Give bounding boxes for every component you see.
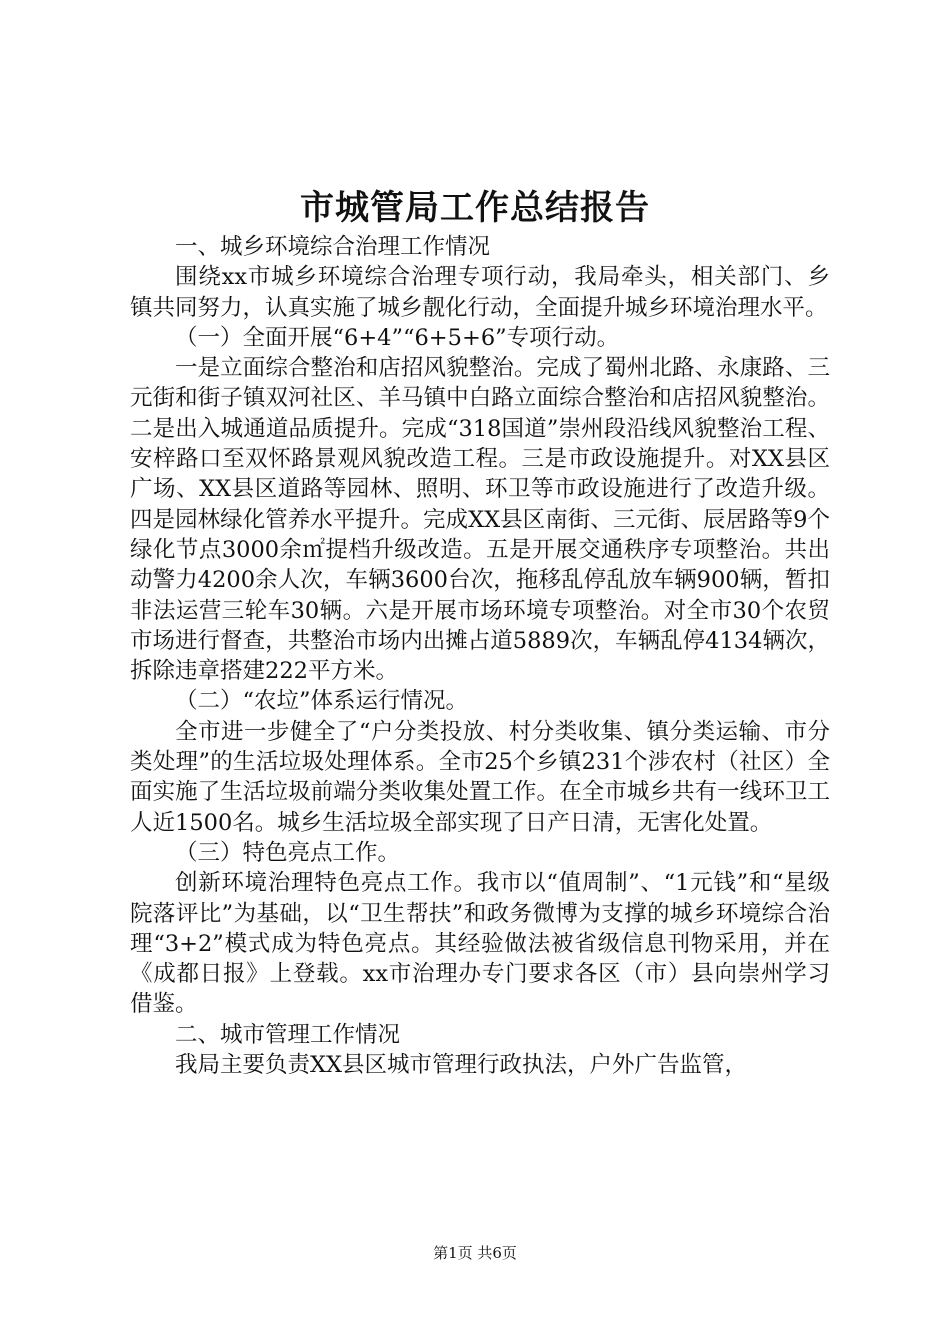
body-paragraph: 创新环境治理特色亮点工作。我市以“值周制”、“1元钱”和“星级院落评比”为基础，以“卫生帮扶”和政务微博为支撑的城乡环境综合治理“3+2”模式成为特色亮点。其经验做法被省级信息刊物采用，并在《成都日报》上登载。xx市治理办专门要求各区（市）县向崇州学习借鉴。 [130,870,830,1018]
section-heading: 二、城市管理工作情况 [175,1021,401,1048]
subsection-heading: （三）特色亮点工作。 [175,839,401,866]
body-paragraph: 围绕xx市城乡环境综合治理专项行动，我局牵头，相关部门、乡镇共同努力，认真实施了城乡靓化行动，全面提升城乡环境治理水平。 [130,264,830,321]
section-heading: 一、城乡环境综合治理工作情况 [175,234,491,260]
page-footer: 第1页 共6页 [433,1244,517,1262]
subsection-heading: （一）全面开展“6+4”“6+5+6”专项行动。 [175,324,620,351]
body-paragraph: 我局主要负责XX县区城市管理行政执法，户外广告监管， [175,1052,748,1079]
body-paragraph: 全市进一步健全了“户分类投放、村分类收集、镇分类运输、市分类处理”的生活垃圾处理体系。全市25个乡镇231个涉农村（社区）全面实施了生活垃圾前端分类收集处置工作。在全市城乡共有一线环卫工人近1500名。城乡生活垃圾全部实现了日产日清，无害化处置。 [130,718,830,836]
document-title: 市城管局工作总结报告 [300,188,650,228]
body-paragraph: 一是立面综合整治和店招风貌整治。完成了蜀州北路、永康路、三元街和街子镇双河社区、羊马镇中白路立面综合整治和店招风貌整治。二是出入城通道品质提升。完成“318国道”崇州段沿线风貌整治工程、安梓路口至双怀路景观风貌改造工程。三是市政设施提升。对XX县区广场、XX县区道路等园林、照明、环卫等市政设施进行了改造升级。四是园林绿化管养水平提升。完成XX县区南街、三元街、辰居路等9个绿化节点3000余㎡提档升级改造。五是开展交通秩序专项整治。共出动警力4200余人次，车辆3600台次，拖移乱停乱放车辆900辆，暂扣非法运营三轮车30辆。六是开展市场环境专项整治。对全市30个农贸市场进行督查，共整治市场内出摊占道5889次，车辆乱停4134辆次，拆除违章搭建222平方米。 [130,355,830,685]
document-body [130,232,830,1080]
subsection-heading: （二）“农垃”体系运行情况。 [175,688,469,715]
